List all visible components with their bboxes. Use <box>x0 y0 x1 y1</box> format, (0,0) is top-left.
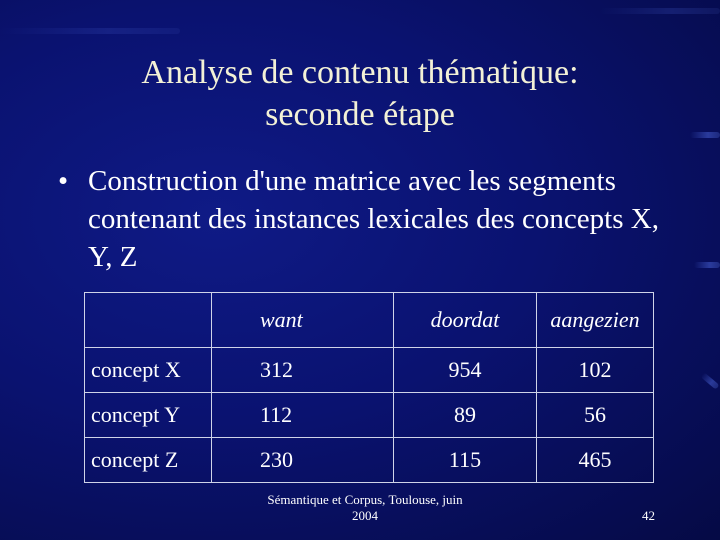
table-header-cell: want <box>212 293 394 348</box>
table-cell: 230 <box>212 438 394 483</box>
footer-text <box>240 492 490 524</box>
table-cell: 102 <box>537 348 654 393</box>
table-cell: 312 <box>212 348 394 393</box>
table-header-row <box>85 293 654 348</box>
concept-matrix-table <box>84 292 654 483</box>
table-row <box>85 438 654 483</box>
table-header-cell <box>85 293 212 348</box>
table-cell: 89 <box>394 393 537 438</box>
title-line-1: Analyse de contenu thématique: <box>141 54 579 91</box>
table-row <box>85 348 654 393</box>
table-cell: 465 <box>537 438 654 483</box>
table-cell: 112 <box>212 393 394 438</box>
table-row <box>85 393 654 438</box>
footer-line-2: 2004 <box>352 508 378 523</box>
decorative-streak <box>0 28 180 34</box>
decorative-streak <box>700 372 719 389</box>
row-label: concept Z <box>85 438 212 483</box>
table-cell: 954 <box>394 348 537 393</box>
page-number: 42 <box>642 508 655 523</box>
bullet-text: Construction d'une matrice avec les segments contenant des instances lexicales des concepts X, Y, Z <box>88 165 659 273</box>
row-label: concept X <box>85 348 212 393</box>
title-line-2: seconde étape <box>265 96 455 133</box>
row-label: concept Y <box>85 393 212 438</box>
decorative-streak <box>694 262 720 268</box>
bullet-icon: • <box>58 165 69 197</box>
table-header-cell: aangezien <box>537 293 654 348</box>
table-cell: 115 <box>394 438 537 483</box>
table-header-cell: doordat <box>394 293 537 348</box>
decorative-streak <box>600 8 720 14</box>
table-cell: 56 <box>537 393 654 438</box>
slide-title <box>0 52 720 136</box>
footer-line-1: Sémantique et Corpus, Toulouse, juin <box>267 492 463 507</box>
